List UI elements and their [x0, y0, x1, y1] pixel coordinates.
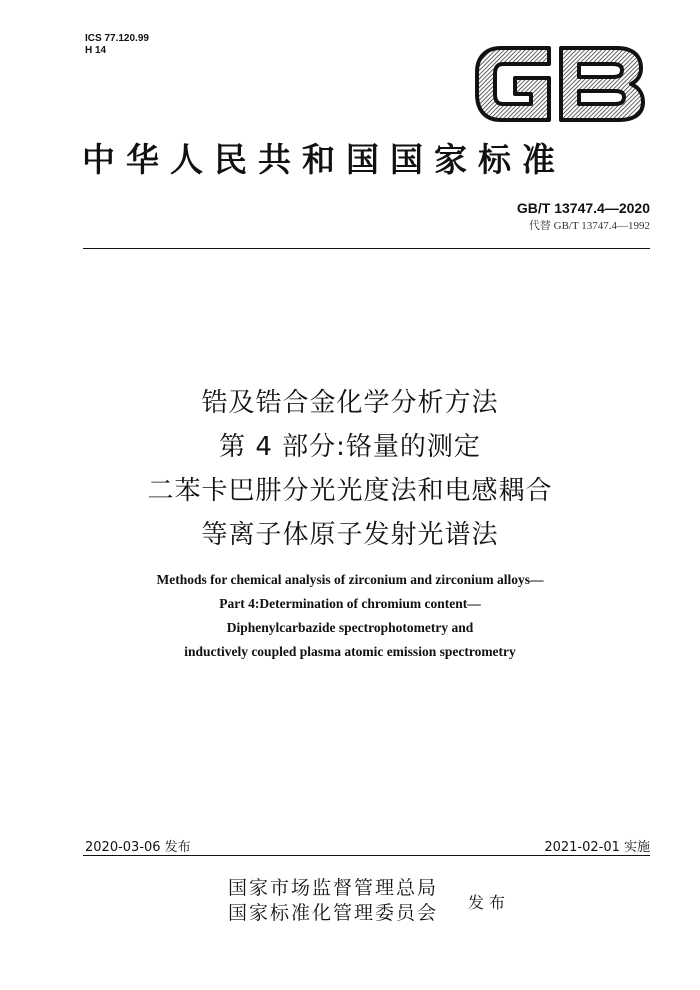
- ccs-code: H 14: [85, 45, 107, 56]
- header-divider: [83, 248, 650, 249]
- chinese-title-line-2: 第 4 部分:铬量的测定: [219, 432, 481, 462]
- issuer-samr: 国家市场监督管理总局: [228, 877, 439, 899]
- replaces-standard: 代替 GB/T 13747.4—1992: [528, 220, 650, 232]
- footer-divider: [83, 855, 650, 856]
- chinese-title-line-4: 等离子体原子发射光谱法: [201, 520, 499, 550]
- chinese-title: [0, 381, 700, 557]
- issue-label: 发布: [468, 893, 511, 912]
- national-standard-title: 中华人民共和国国家标准: [82, 140, 566, 179]
- issuer-sac: 国家标准化管理委员会: [228, 902, 439, 924]
- english-title: [0, 568, 700, 664]
- chinese-title-line-1: 锆及锆合金化学分析方法: [201, 388, 499, 418]
- english-title-line-4: inductively coupled plasma atomic emission spectrometry: [184, 644, 516, 659]
- english-title-line-1: Methods for chemical analysis of zirconium and zirconium alloys—: [156, 572, 544, 587]
- standard-number: GB/T 13747.4—2020: [516, 200, 650, 216]
- classification-codes: [85, 33, 149, 57]
- english-title-line-2: Part 4:Determination of chromium content—: [219, 596, 481, 611]
- gb-logo-icon: [471, 40, 647, 126]
- english-title-line-3: Diphenylcarbazide spectrophotometry and: [226, 620, 474, 635]
- implementation-date: 2021-02-01 实施: [544, 840, 650, 855]
- chinese-title-line-3: 二苯卡巴肼分光光度法和电感耦合: [147, 476, 553, 506]
- ics-code: ICS 77.120.99: [85, 33, 149, 44]
- issuing-organizations: [228, 876, 438, 926]
- publication-date: 2020-03-06 发布: [85, 840, 191, 855]
